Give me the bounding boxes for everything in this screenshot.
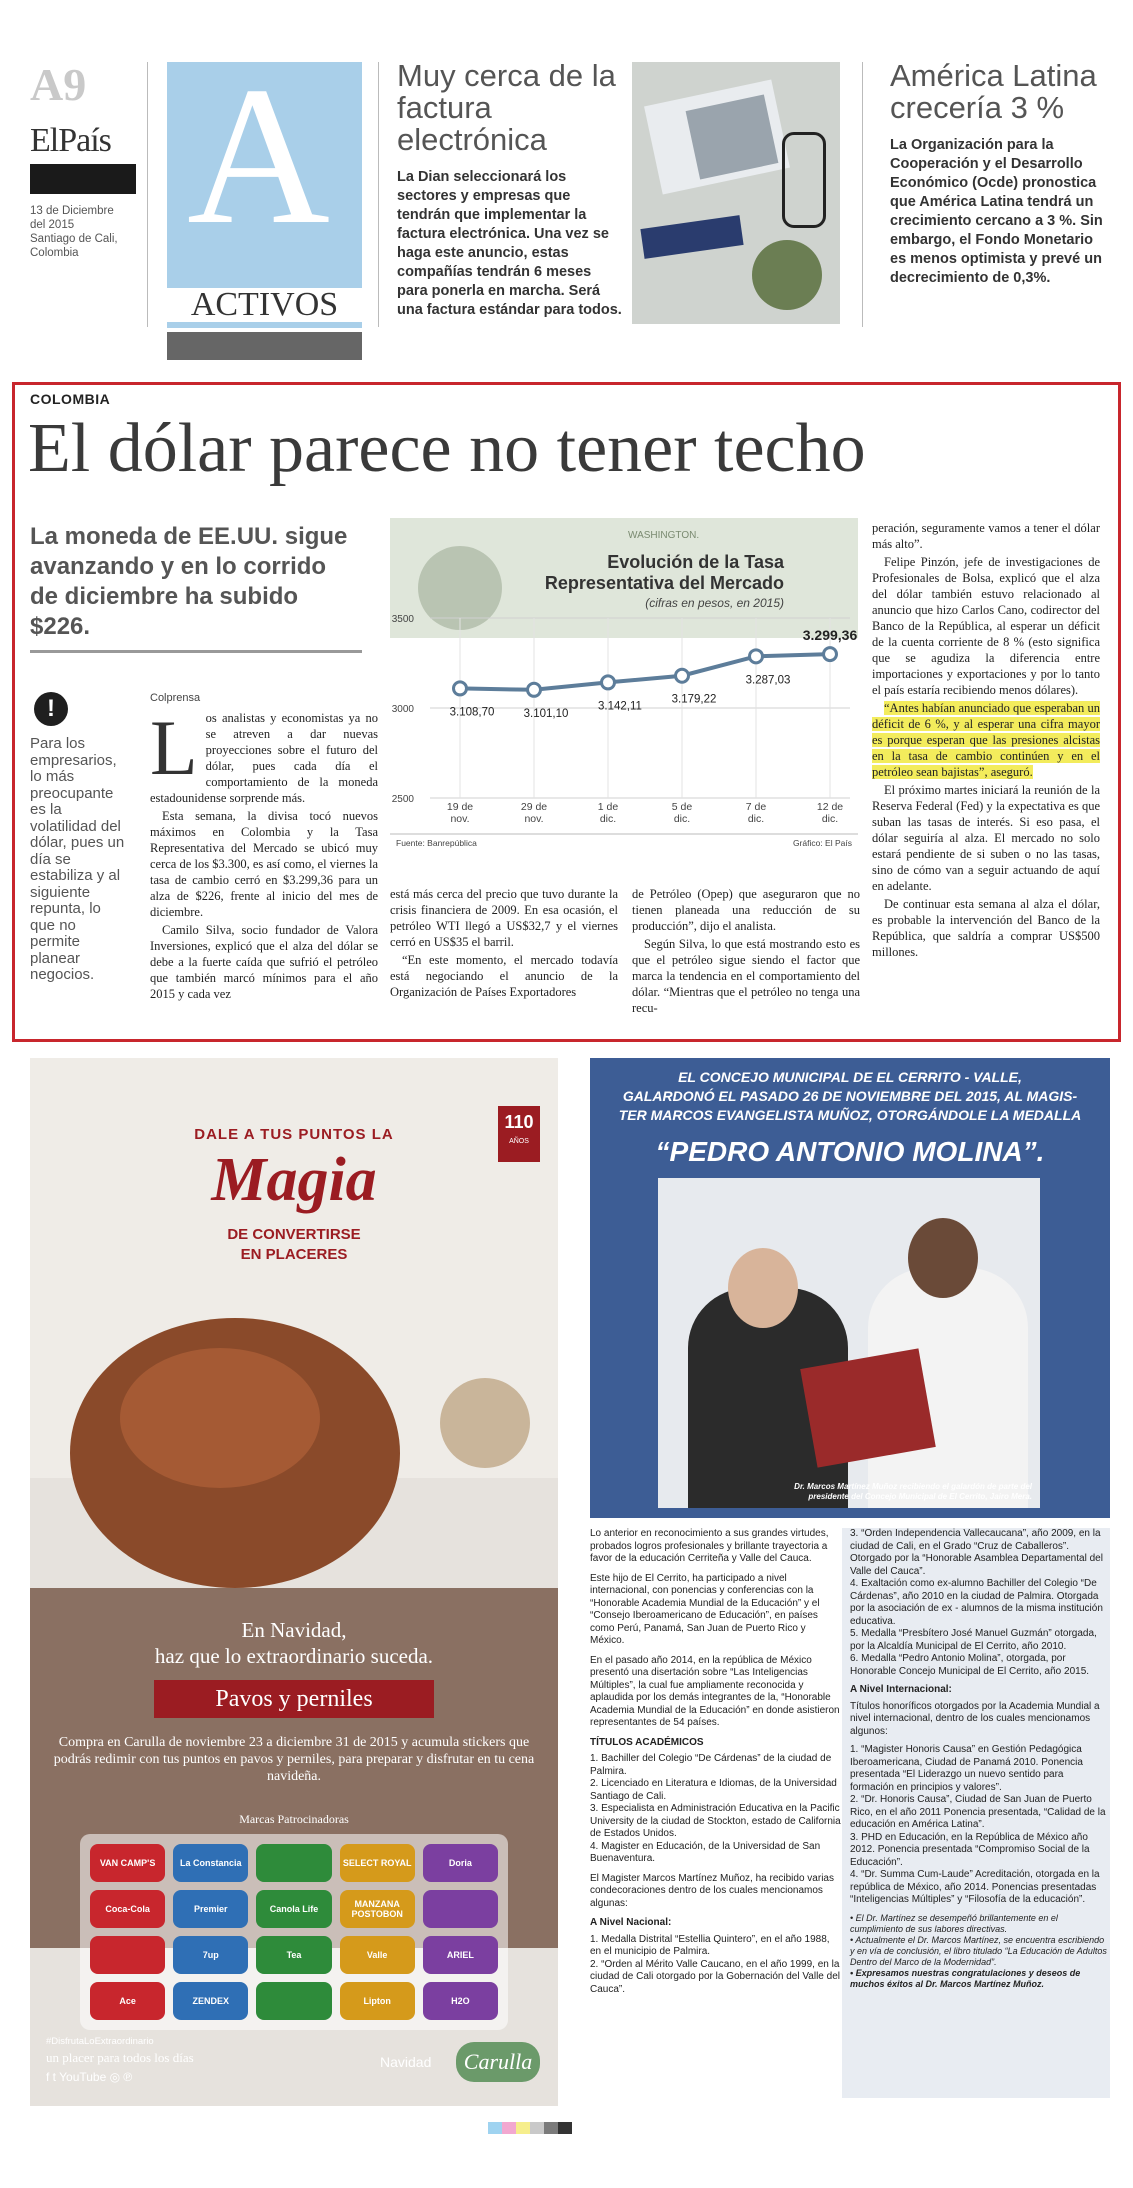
article-column-1: [150, 690, 378, 1004]
data-point: [454, 682, 467, 695]
sponsor-logo: 7up: [173, 1936, 248, 1974]
paragraph: De continuar esta semana al alza el dólar, es probable la intervención del Banco de la República, que saldría a comprar US$500 millones.: [872, 897, 1100, 959]
sponsor-logo: Valle: [340, 1936, 415, 1974]
divider: [147, 62, 148, 327]
data-label: 3.108,70: [449, 706, 495, 719]
sponsor-logos: [80, 1834, 508, 2030]
paragraph: os analistas y economistas ya no se atreven a dar nuevas proyecciones sobre el futuro del dólar, pues cada día el comportamiento de la moneda estadounidense sorprende más.: [150, 711, 378, 805]
sponsor-logo: La Constancia: [173, 1844, 248, 1882]
data-label: 3.142,11: [598, 700, 642, 713]
concejo-ad: [590, 1058, 1110, 2108]
x-tick-label: nov.: [450, 813, 470, 825]
y-tick-label: 3000: [391, 704, 414, 715]
paragraph: está más cerca del precio que tuvo durante la crisis financiera de 2009. En esa ocasión, el petróleo WTI llegó a US$32,7 y el viernes cerró en US$35 el barril.: [390, 887, 618, 949]
sidebar-note: [30, 692, 130, 984]
x-tick-label: nov.: [524, 813, 544, 825]
color-bar: [488, 2122, 572, 2134]
paragraph: “En este momento, el mercado todavía está negociando el anuncio de la Organización de Países Exportadores: [390, 953, 618, 999]
sponsors-title: Marcas Patrocinadoras: [239, 1812, 349, 1826]
article-column-3: [632, 886, 860, 1018]
medal-name: “PEDRO ANTONIO MOLINA”.: [655, 1136, 1045, 1167]
data-point: [824, 648, 837, 661]
x-tick-label: 19 de: [446, 801, 474, 813]
masthead: [30, 59, 150, 302]
ad-navidad: haz que lo extraordinario suceda.: [154, 1644, 434, 1668]
sponsor-logo: [90, 1936, 165, 1974]
portrait-icon: [418, 546, 502, 630]
data-point: [676, 669, 689, 682]
article-column-2: [390, 886, 618, 1002]
page-number: A9: [30, 59, 87, 110]
paragraph: de Petróleo (Opep) que aseguraron que no tienen planeada una reducción de su producción”, dijo el analista.: [632, 887, 860, 933]
chart-credit: Gráfico: El País: [792, 838, 852, 848]
sponsor-logo: VAN CAMP'S: [90, 1844, 165, 1882]
sponsor-logo: Canola Life: [256, 1890, 331, 1928]
chart-title: Evolución de la Tasa: [607, 552, 784, 572]
headline: El dólar parece no tener techo: [28, 410, 866, 487]
sponsor-logo: Coca-Cola: [90, 1890, 165, 1928]
hashtag: #DisfrutaLoExtraordinario: [46, 2036, 154, 2047]
x-tick-label: dic.: [599, 813, 617, 825]
ad-magic: Magia: [211, 1146, 377, 1214]
chart-source: Fuente: Banrepública: [396, 838, 477, 848]
brief-body: La Organización para la Cooperación y el Desarrollo Económico (Ocde) pronostica que América Latina tendrá un crecimiento cercano a 3 %. Sin embargo, el Fondo Monetario es menos optimista y prevé un decrecimiento de 0,3%.: [890, 137, 1103, 286]
x-tick-label: 7 de: [745, 801, 767, 813]
sponsor-logo: [423, 1890, 498, 1928]
section-logo: [167, 46, 362, 362]
kicker: COLOMBIA: [30, 391, 111, 407]
ad-header: EL CONCEJO MUNICIPAL DE EL CERRITO - VALLE, GALARDONÓ EL PASADO 26 DE NOVIEMBRE DEL 2015, AL MAGIS- TER MARCOS EVANGELISTA MUÑOZ, OTORGÁNDOLE LA MEDALLA: [618, 1069, 1082, 1123]
social-icons: f t YouTube ◎ ℗: [46, 2070, 133, 2084]
plaque-icon: [800, 1348, 936, 1467]
paper-name: ElPaís: [30, 122, 111, 159]
x-tick-label: 29 de: [520, 801, 548, 813]
data-label: 3.299,36: [802, 627, 858, 644]
brief-factura: [397, 60, 622, 320]
chart: [390, 518, 858, 850]
ad-right-column: 3. “Orden Independencia Vallecaucana”, año 2009, en la ciudad de Cali, en el Grado “Cruz de Caballeros”. Otorgado por la “Honorable Asamblea Departamental del Valle del Cauca”. 4. Exaltación como ex-alumno Bachiller del Colegio “De Cárdenas”, año 2010 en la ciudad de Palmira. Otorgada por la asociación de ex - alumnos de la misma institución educativa. 5. Medalla “Presbítero José Manuel Guzmán” otorgada, por la Alcaldía Municipal de El Cerrito, año 2010. 6. Medalla “Pedro Antonio Molina”, otorgada, por Honorable Concejo Municipal de El Cerrito, año 2015. A Nivel Internacional: Títulos honoríficos otorgados por la Academia Mundial a nivel internacional, dentro de los cuales mencionamos algunos: 1. “Magister Honoris Causa” en Gestión Pedagógica Iberoamericana, Ciudad de Panamá 2010. Ponencia presentada “El Liderazgo un nuevo sentido para formación en principios y valores”. 2. “Dr. Honoris Causa”, Ciudad de San Juan de Puerto Rico, en el año 2011 Ponencia presentada, “Calidad de la educación en América Latina”. 3. PHD en Educación, en la República de México año 2012. Ponencia presentada “Compromiso Social de la Educación”. 4. “Dr. Summa Cum-Laude” Acreditación, otorgada en la república de México, año 2014. Ponencias presentadas “Inteligencias Múltiples” y “Filosofía de la educación”. • El Dr. Martínez se desempeñó brillantemente en el cumplimiento de sus labores directivas. • Actualmente el Dr. Marcos Martínez, se encuentra escribiendo y en vía de conclusión, el libro titulado “La Educación de Adultos Dentro del Marco de la Modernidad”. • Expresamos nuestras congratulaciones y deseos de muchos éxitos al Dr. Marcos Martínez Muñoz.: [842, 1528, 1110, 2098]
chart-subtitle: (cifras en pesos, en 2015): [645, 596, 784, 610]
byline: Colprensa: [150, 692, 201, 704]
sponsor-logo: [256, 1982, 331, 2020]
carulla-ad: [30, 1058, 558, 2106]
x-tick-label: 5 de: [671, 801, 693, 813]
sponsor-logo: Ace: [90, 1982, 165, 2020]
ad-left-column: Lo anterior en reconocimiento a sus grandes virtudes, probados logros profesionales y brillante trayectoria a favor de la educación Cerriteña y Valle del Cauca. Este hijo de El Cerrito, ha participado a nivel internacional, con ponencias y conferencias con la “Honorable Academia Mundial de la Educación” y el “Consejo Iberoamericano de Educación”, en países como Perú, Panamá, San Juan de Puerto Rico y México. En el pasado año 2014, en la república de México presentó una disertación sobre “Las Inteligencias Múltiples”, la cual fue ampliamente reconocida y aplaudida por los demás integrantes de la, “Honorable Academia Mundial de la Educación” en donde asistieron representantes de 54 países. TÍTULOS ACADÉMICOS 1. Bachiller del Colegio “De Cárdenas” de la ciudad de Palmira. 2. Licenciado en Literatura e Idiomas, de la Universidad Santiago de Cali. 3. Especialista en Administración Educativa en la Pacific University de la ciudad de Stockton, estado de California de Estados Unidos. 4. Magister en Educación, de la Universidad de San Buenaventura. El Magister Marcos Martínez Muñoz, ha recibido varias condecoraciones dentro de los cuales mencionamos algunas: A Nivel Nacional: 1. Medalla Distrital “Estellia Quintero”, en el año 1988, en el municipio de Palmira. 2. “Orden al Mérito Valle Caucano, en el año 1999, en la ciudad de Cali otorgado por la Gobernación del Valle del Cauca”.: [590, 1528, 841, 1995]
sponsor-logo: ZENDEX: [173, 1982, 248, 2020]
sponsor-logo: Tea: [256, 1936, 331, 1974]
sponsor-logo: Doria: [423, 1844, 498, 1882]
data-label: 3.179,22: [671, 693, 717, 706]
ad-navidad: En Navidad,: [241, 1618, 347, 1642]
data-point: [528, 683, 541, 696]
ad-line: DALE A TUS PUNTOS LA: [194, 1126, 394, 1143]
data-label: 3.101,10: [523, 707, 569, 720]
x-tick-label: dic.: [747, 813, 765, 825]
sponsor-logo: H2O: [423, 1982, 498, 2020]
footer-word: Navidad: [380, 2054, 432, 2070]
ad-banner: Pavos y perniles: [154, 1680, 434, 1718]
dateline: 13 de Diciembre del 2015 Santiago de Cali, Colombia: [30, 205, 118, 259]
slogan: un placer para todos los días: [46, 2050, 194, 2065]
brief-america-latina: [890, 60, 1105, 288]
x-tick-label: dic.: [673, 813, 691, 825]
photo-caption: Dr. Marcos Martínez Muñoz recibiendo el galardón de parte del presidente del Concejo Municipal de El Cerrito, Jairo Mera.: [794, 1482, 1032, 1501]
ad-promo: Compra en Carulla de noviembre 23 a diciembre 31 de 2015 y acumula stickers que podrás redimir con tus puntos en pavos y perniles, para preparar y disfrutar en tu cena navideña.: [53, 1735, 535, 1784]
brief-title: Muy cerca de la factura electrónica: [397, 58, 616, 157]
sponsor-logo: Premier: [173, 1890, 248, 1928]
x-tick-label: dic.: [821, 813, 839, 825]
brief-body: La Dian seleccionará los sectores y empresas que tendrán que implementar la factura electrónica. Una vez se haga este anuncio, estas compañías tendrán 6 meses para ponerla en marcha. Será una factura estándar para todos.: [397, 169, 622, 318]
sidebar-text: Para los empresarios, lo más preocupante es la volatilidad del dólar, pues un día se estabiliza y al siguiente repunta, lo que no permite planear negocios.: [30, 735, 125, 983]
ad-line: DE CONVERTIRSE: [227, 1226, 361, 1243]
paragraph: Esta semana, la divisa tocó nuevos máximos en Colombia y la Tasa Representativa del Mercado se ubicó muy cerca de los $3.300, es así como, el viernes la tasa de cambio cerró en $3.299,36 para un alza de $226, frente al inicio del mes de diciembre.: [150, 809, 378, 919]
sponsor-logo: [256, 1844, 331, 1882]
deck: La moneda de EE.UU. sigue avanzando y en lo corrido de diciembre ha subido $226.: [30, 523, 348, 640]
paragraph: Según Silva, lo que está mostrando esto es que el petróleo sigue siendo el factor que marca la tendencia en el comportamiento del dólar. “Mientras que el petróleo no tenga una recu-: [632, 937, 860, 1015]
calculator-photo: [632, 62, 840, 324]
x-tick-label: 12 de: [816, 801, 844, 813]
paragraph: peración, seguramente vamos a tener el dólar más alto”.: [872, 521, 1100, 551]
brief-title: América Latina crecería 3 %: [890, 58, 1097, 125]
x-tick-label: 1 de: [597, 801, 619, 813]
anniversary-badge: 110 AÑOS: [498, 1106, 540, 1162]
paragraph: El próximo martes iniciará la reunión de la Reserva Federal (Fed) y la expectativa es que suban las tasas de interés. Si eso pasa, el dólar seguiría al alza. El mercado no solo estará pendiente de si suben o no las tasas, sino de cómo van a seguir actuando de aquí en adelante.: [872, 783, 1100, 893]
paragraph: Felipe Pinzón, jefe de investigaciones de Profesionales de Bolsa, explicó que el alza del dólar también estuvo relacionado al anuncio que hizo Carlos Cano, codirector del Banco de la República, al esperar un déficit de la cuenta corriente de 8 % (esto significa que se agudiza la diferencia entre importaciones y exportaciones y por lo tanto el país estaría recibiendo menos dólares).: [872, 555, 1100, 697]
divider: [862, 62, 863, 327]
sponsor-logo: SELECT ROYAL: [340, 1844, 415, 1882]
section-letter: A: [187, 46, 330, 265]
drop-cap: L: [150, 704, 198, 791]
divider: [30, 650, 362, 653]
divider: [378, 62, 379, 327]
award-photo: [658, 1178, 1040, 1508]
sponsor-logo: ARIEL: [423, 1936, 498, 1974]
y-tick-label: 2500: [391, 794, 414, 805]
alert-icon: !: [34, 692, 68, 726]
tasa-chart: [390, 518, 858, 850]
data-point: [750, 650, 763, 663]
plant-icon: [752, 240, 822, 310]
article-column-4: [872, 520, 1100, 962]
highlighted-quote: “Antes habían anunciado que esperaban un déficit de 6 %, y al esperar una cifra mayor es porque esperan que las presiones alcistas en la tasa de cambio continúen y en el petróleo sean bajistas”, aseguró.: [872, 701, 1100, 779]
chart-title-2: Representativa del Mercado: [544, 573, 784, 593]
data-point: [602, 676, 615, 689]
ad-line: EN PLACERES: [240, 1246, 348, 1263]
data-label: 3.287,03: [745, 674, 791, 687]
sponsor-logo: Lipton: [340, 1982, 415, 2020]
section-name: ACTIVOS: [167, 288, 362, 322]
sponsor-logo: MANZANA POSTOBON: [340, 1890, 415, 1928]
y-tick-label: 3500: [391, 614, 414, 625]
carulla-logo: Carulla: [456, 2042, 540, 2082]
masthead-bar: [30, 164, 136, 194]
glasses-icon: [782, 132, 826, 228]
paragraph: Camilo Silva, socio fundador de Valora Inversiones, explicó que el alza del dólar se debe a la fuerte caída que sufrió el petróleo que también marcó mínimos para el año 2015 y cada vez: [150, 923, 378, 1001]
svg-text:WASHINGTON.: WASHINGTON.: [628, 530, 700, 541]
